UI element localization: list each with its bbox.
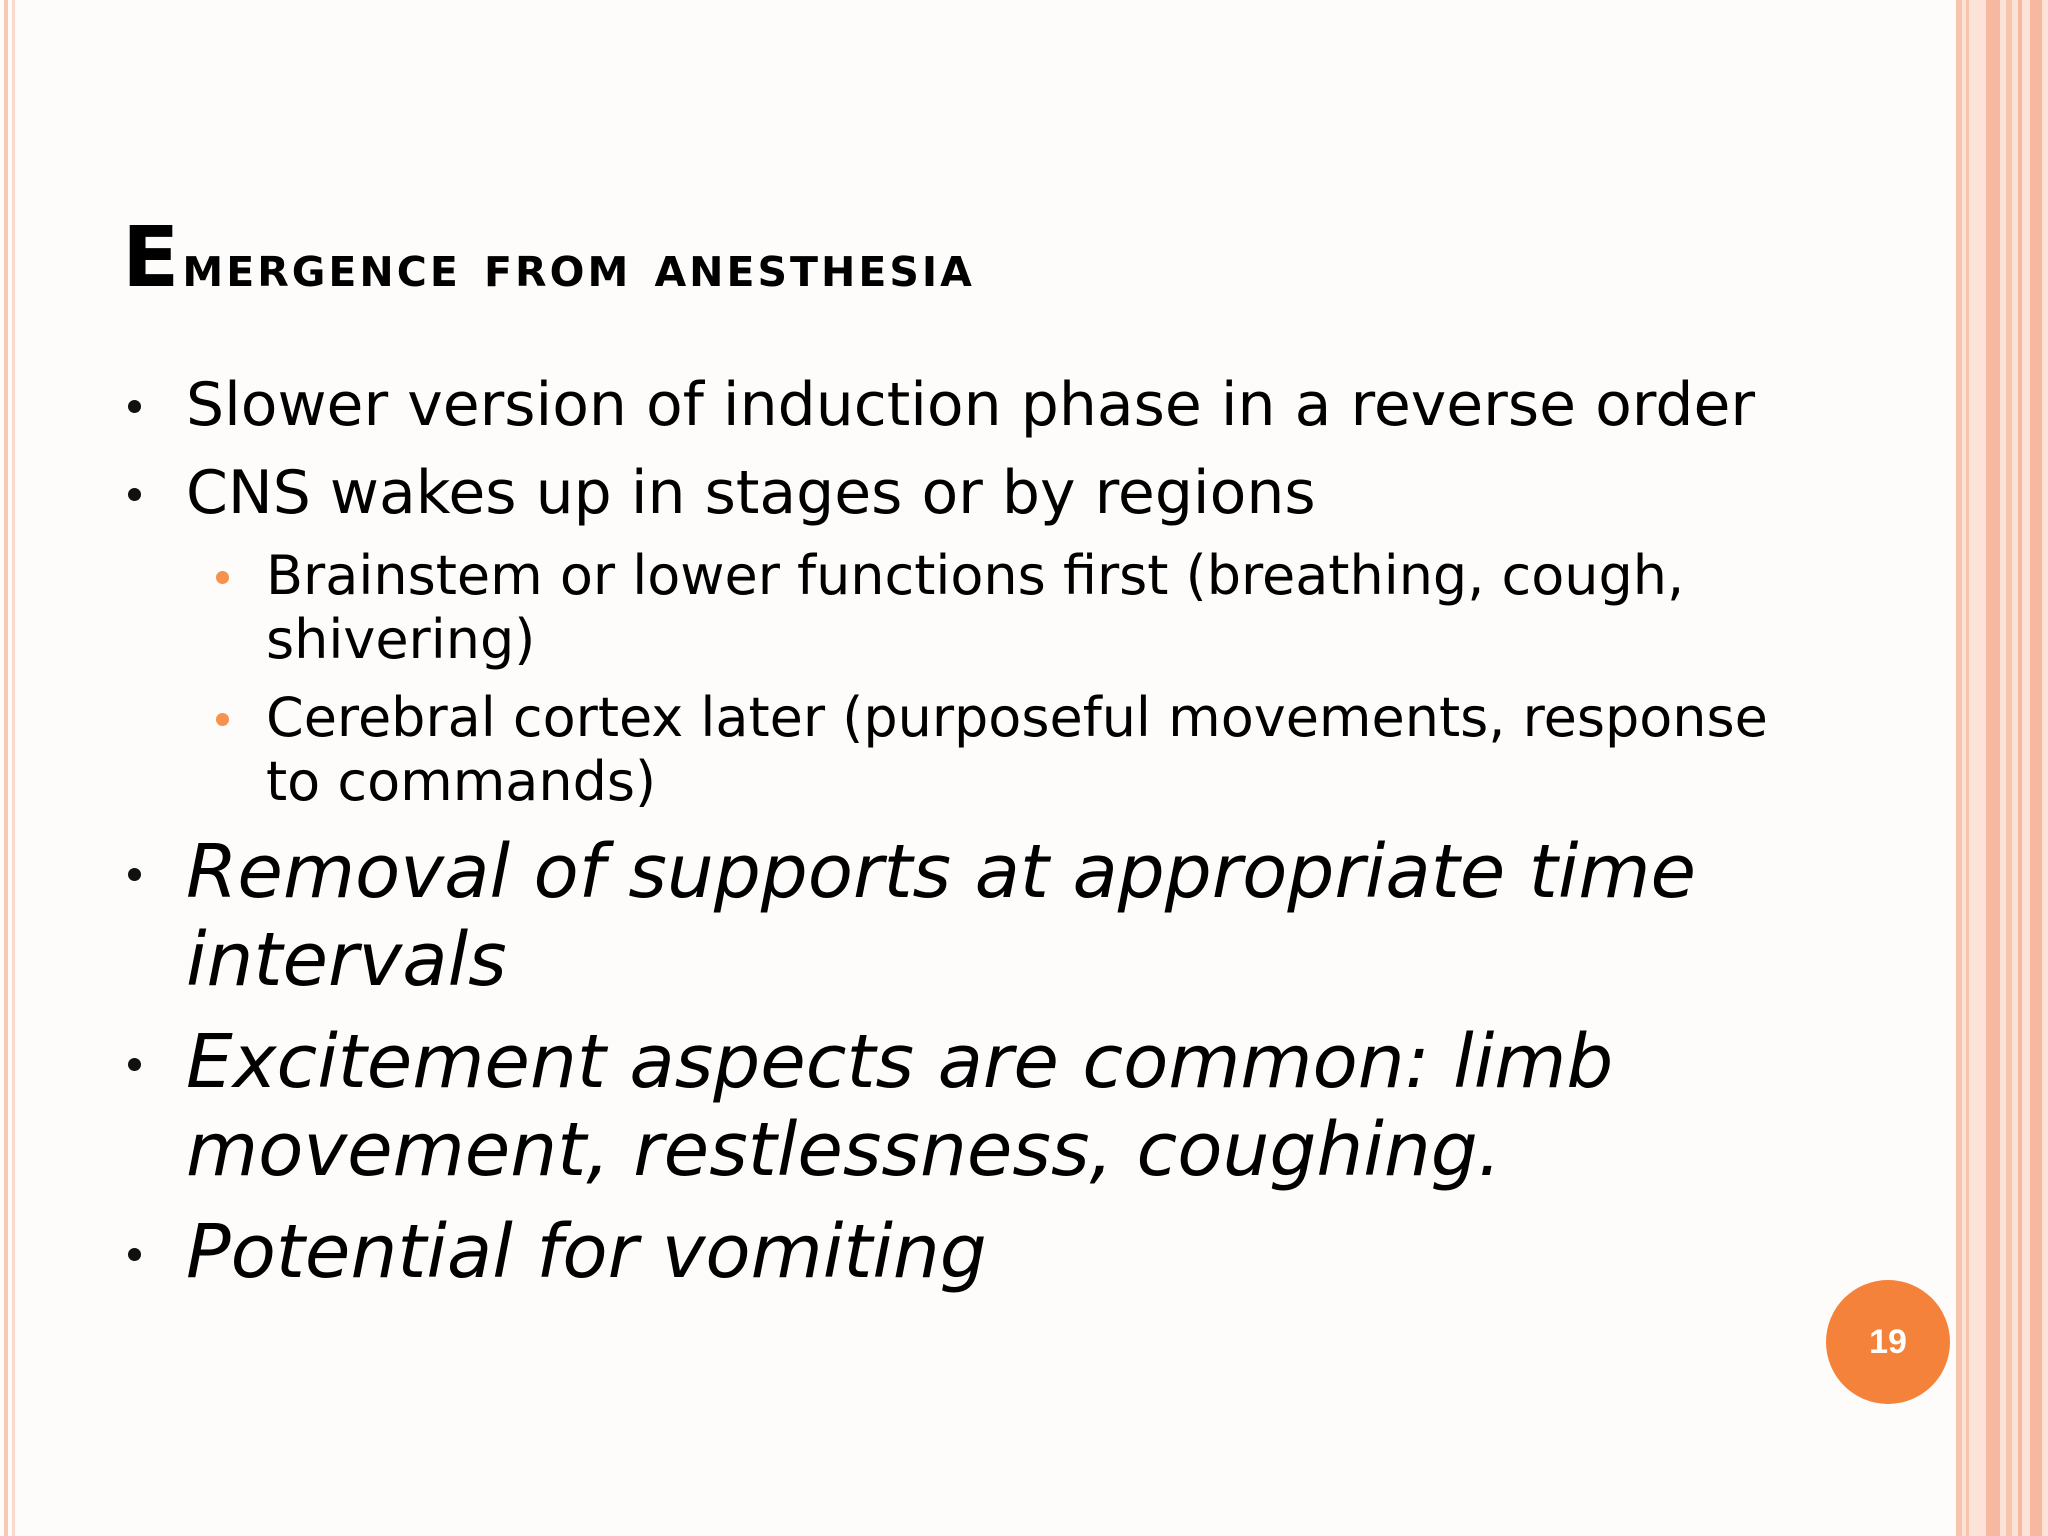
sub-bullet-dot-icon	[216, 571, 229, 584]
bullet-item	[120, 1208, 1780, 1296]
sub-bullet-item	[120, 686, 1780, 814]
right-border-stripe	[1966, 0, 1969, 1536]
sub-bullet-text: Cerebral cortex later (purposeful movements, response to commands)	[266, 686, 1768, 813]
bullet-text: Excitement aspects are common: limb movement, restlessness, coughing.	[186, 1019, 1614, 1193]
bullet-item	[120, 456, 1780, 530]
bullet-item	[120, 368, 1780, 442]
bullet-list	[120, 368, 1780, 1310]
bullet-dot-icon	[128, 1248, 141, 1261]
sub-bullet-text: Brainstem or lower functions first (breathing, cough, shivering)	[266, 544, 1685, 671]
slide-title-initial: E	[122, 208, 183, 306]
sub-bullet-item	[120, 544, 1780, 672]
bullet-dot-icon	[128, 1058, 141, 1071]
page-number-badge	[1826, 1280, 1950, 1404]
right-border-stripe	[2030, 0, 2042, 1536]
right-border-stripe	[2006, 0, 2012, 1536]
right-border-stripe	[1956, 0, 1962, 1536]
bullet-item	[120, 1018, 1780, 1194]
bullet-dot-icon	[128, 868, 141, 881]
right-border-stripe	[2018, 0, 2022, 1536]
bullet-text: Slower version of induction phase in a reverse order	[186, 370, 1756, 440]
page-number: 19	[1869, 1322, 1907, 1361]
bullet-dot-icon	[128, 400, 141, 413]
bullet-text: CNS wakes up in stages or by regions	[186, 458, 1316, 528]
slide-title	[122, 208, 975, 306]
bullet-item	[120, 828, 1780, 1004]
bullet-text: Potential for vomiting	[186, 1209, 987, 1295]
left-border-line-inner	[12, 0, 15, 1536]
bullet-dot-icon	[128, 488, 141, 501]
left-border-line	[4, 0, 8, 1536]
sub-bullet-dot-icon	[216, 713, 229, 726]
slide-title-rest: mergence from anesthesia	[182, 232, 975, 300]
right-border-stripe	[1986, 0, 2000, 1536]
bullet-text: Removal of supports at appropriate time intervals	[186, 829, 1696, 1003]
